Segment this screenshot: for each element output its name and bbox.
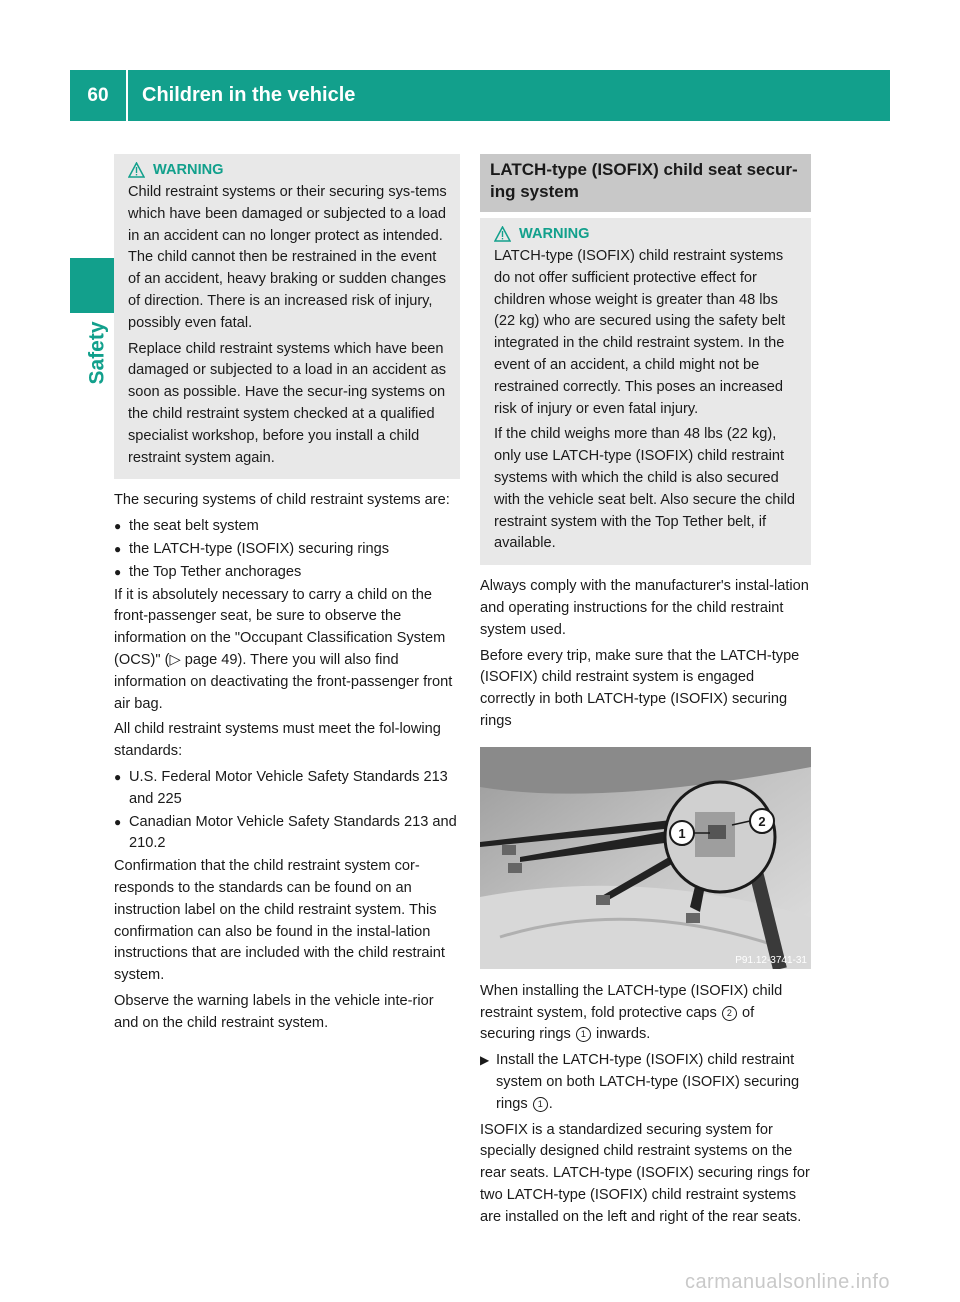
watermark: carmanualsonline.info xyxy=(684,1271,890,1293)
paragraph-standards-intro: All child restraint systems must meet the fol-lowing standards: xyxy=(114,721,441,760)
warning-box xyxy=(480,218,811,565)
warning-box xyxy=(114,154,460,479)
warning-paragraph: If the child weighs more than 48 lbs (22 kg), only use LATCH-type (ISOFIX) child restraint systems with which the child is also secured with the vehicle seat belt. Also secure the child restraint system with the Top Tether belt, if available. xyxy=(494,426,795,552)
right-column xyxy=(480,154,811,1233)
callout-number: 1 xyxy=(576,1027,591,1042)
warning-paragraph: LATCH-type (ISOFIX) child restraint systems do not offer sufficient protective effect for children whose weight is greater than 48 lbs (22 kg) who are secured using the safety belt integrated in the child restraint system. In the event of an accident, a child might not be restrained correctly. This poses an increased risk of injury or even fatal injury. xyxy=(494,248,786,417)
header-divider xyxy=(126,70,128,121)
list-item: ● the LATCH-type (ISOFIX) securing rings xyxy=(114,539,460,561)
bullet-icon: ● xyxy=(114,564,122,579)
warning-paragraph: Child restraint systems or their securing sys-tems which have been damaged or subjected to a load in an accident can no longer protect as intended. The child cannot then be restrained in the event of an accident, heavy braking or sudden changes of direction. There is an increased risk of injury, possibly even fatal. xyxy=(128,184,447,331)
section-title: LATCH-type (ISOFIX) child seat secur-ing system xyxy=(480,154,811,212)
list-item: ● U.S. Federal Motor Vehicle Safety Standards 213 and 225 xyxy=(114,768,448,807)
paragraph-intro: The securing systems of child restraint systems are: xyxy=(114,492,450,509)
left-column xyxy=(114,154,460,1038)
instruction-step: ▶ Install the LATCH-type (ISOFIX) child restraint system on both LATCH-type (ISOFIX) securing rings 1 . xyxy=(480,1052,800,1112)
list-item: ● the Top Tether anchorages xyxy=(114,562,460,584)
warning-triangle-icon xyxy=(128,162,145,178)
securing-systems-list xyxy=(114,516,460,583)
paragraph-observe: Observe the warning labels in the vehicle inte-rior and on the child restraint system. xyxy=(114,992,434,1031)
paragraph-installing: When installing the LATCH-type (ISOFIX) child restraint system, fold protective caps 2 of securing rings 1 inwards. xyxy=(480,982,783,1043)
paragraph-confirmation: Confirmation that the child restraint system cor-responds to the standards can be found on an instruction label on the child restraint system. This confirmation can also be found in the instal-lation instructions that are included with the child restraint system. xyxy=(114,858,445,984)
page-number: 60 xyxy=(87,84,109,106)
bullet-icon: ● xyxy=(114,541,122,556)
paragraph-isofix: ISOFIX is a standardized securing system for specially designed child restraint systems on the rear seats. LATCH-type (ISOFIX) securing rings for two LATCH-type (ISOFIX) child restraint systems are installed on the left and right of the rear seats. xyxy=(480,1121,810,1225)
warning-heading: WARNING xyxy=(128,158,450,182)
chapter-title: Children in the vehicle xyxy=(142,84,356,106)
bullet-icon: ● xyxy=(114,519,122,534)
step-arrow-icon: ▶ xyxy=(480,1053,490,1068)
list-item: ● the seat belt system xyxy=(114,516,460,538)
callout-number: 1 xyxy=(533,1097,548,1112)
warning-heading: WARNING xyxy=(494,222,801,246)
callout-number: 2 xyxy=(722,1006,737,1021)
callout-2: 2 xyxy=(758,813,766,829)
callout-1: 1 xyxy=(678,825,686,841)
isofix-rings-figure xyxy=(480,747,811,969)
paragraph-before-trip: Before every trip, make sure that the LATCH-type (ISOFIX) child restraint system is engaged correctly in both LATCH-type (ISOFIX) securing rings xyxy=(480,647,800,729)
figure-code: P91.12-3741-31 xyxy=(735,954,807,966)
bullet-icon: ● xyxy=(114,769,122,784)
warning-triangle-icon xyxy=(494,226,511,242)
standards-list xyxy=(114,767,460,855)
bullet-icon: ● xyxy=(114,814,122,829)
seat-illustration-icon xyxy=(480,747,811,969)
warning-paragraph: Replace child restraint systems which have been damaged or subjected to a load in an accident as soon as possible. Have the secur-ing systems on the child restraint system checked at a qualified specialist workshop, before you install a child restraint system again. xyxy=(128,340,447,466)
side-tab-label: Safety xyxy=(86,321,109,385)
list-item: ● Canadian Motor Vehicle Safety Standards 213 and 210.2 xyxy=(114,813,457,852)
paragraph-comply: Always comply with the manufacturer's instal-lation and operating instructions for the child restraint system used. xyxy=(480,578,809,638)
paragraph-front-passenger: If it is absolutely necessary to carry a child on the front-passenger seat, be sure to observe the information on the "Occupant Classification System (OCS)" (▷ page 49). There you will also find information on deactivating the front-passenger front air bag. xyxy=(114,586,453,712)
